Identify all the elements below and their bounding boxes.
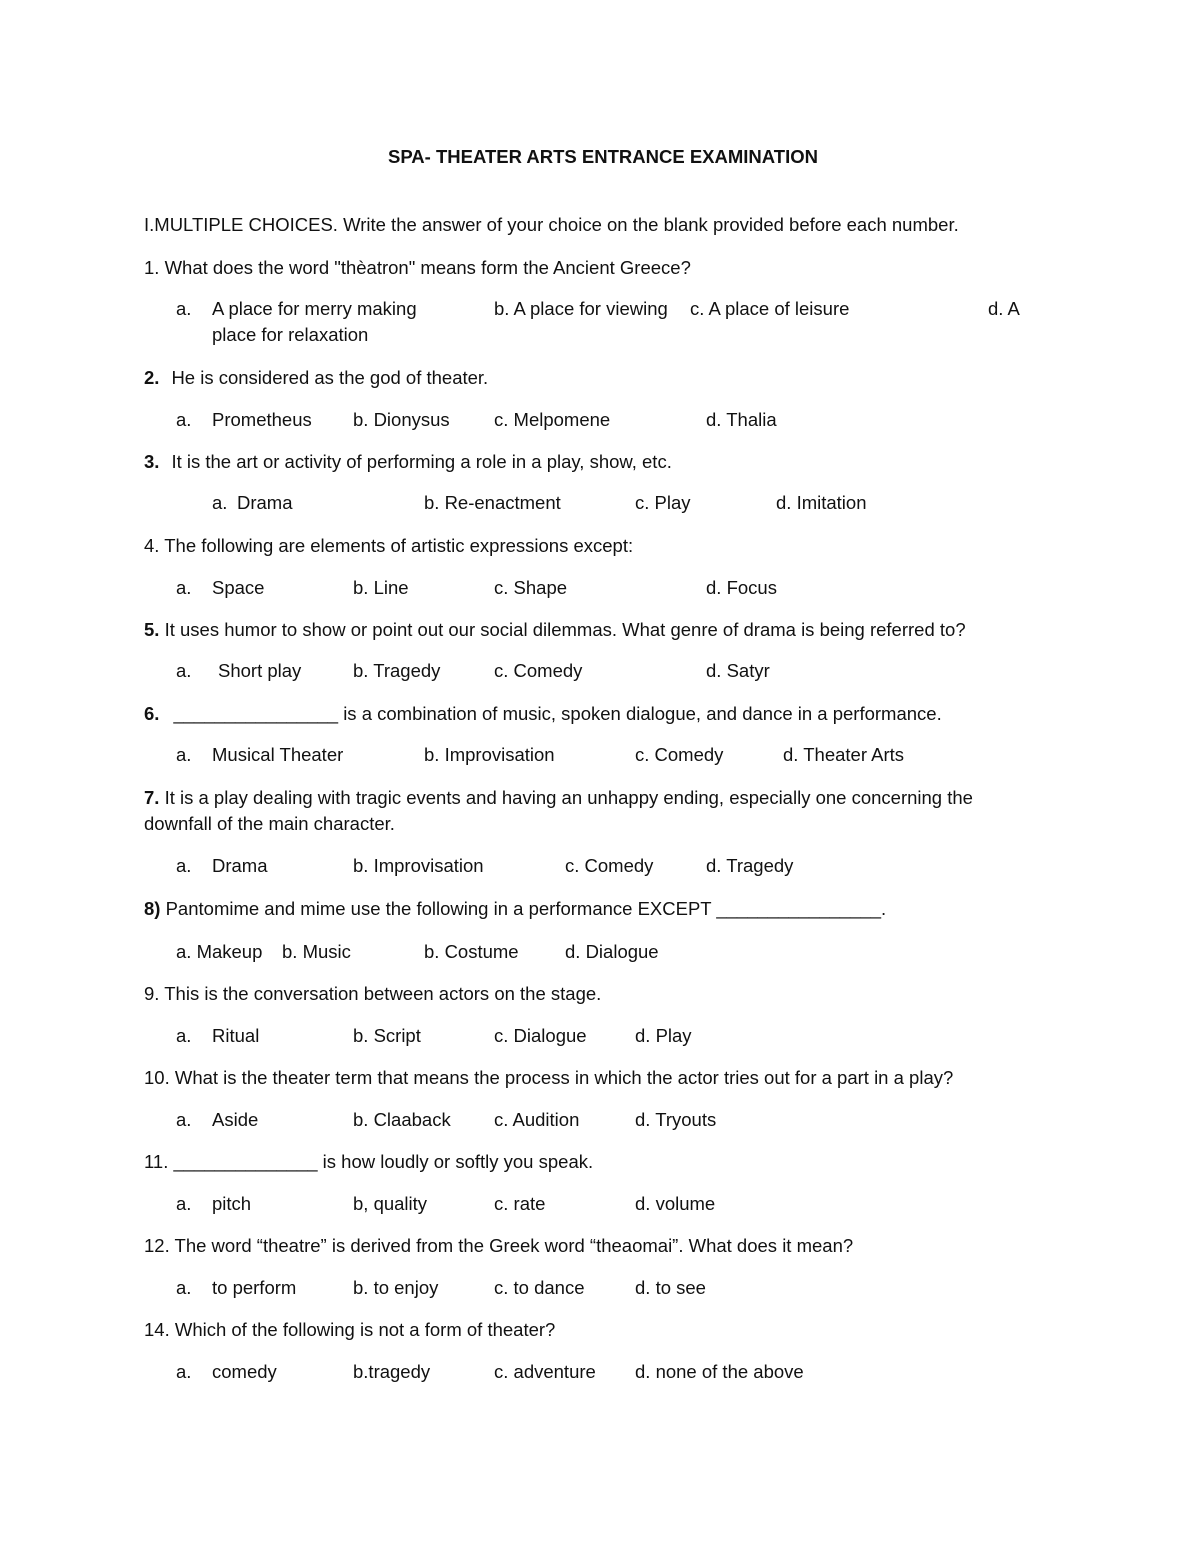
question-text: ______________ is how loudly or softly you speak. <box>168 1151 594 1172</box>
option: c. Play <box>635 492 691 513</box>
question-text: It is the art or activity of performing a role in a play, show, etc. <box>171 451 672 472</box>
option: d. Imitation <box>776 492 867 513</box>
question-8 <box>144 897 886 921</box>
option: c. adventure <box>494 1361 596 1382</box>
option: c. Comedy <box>565 855 654 876</box>
option: comedy <box>212 1361 277 1382</box>
question-text: He is considered as the god of theater. <box>171 367 489 388</box>
option: Ritual <box>212 1025 260 1046</box>
question-14 <box>144 1318 555 1342</box>
question-10 <box>144 1066 953 1090</box>
option-label: a. <box>176 660 192 681</box>
option-label: a. <box>176 1277 192 1298</box>
question-text: What is the theater term that means the process in which the actor tries out for a part in a play? <box>169 1067 954 1088</box>
option: d. to see <box>635 1277 706 1298</box>
question-number: 1. <box>144 257 160 278</box>
option: d. Satyr <box>706 660 770 681</box>
option: c. Melpomene <box>494 409 611 430</box>
question-text: Pantomime and mime use the following in a performance EXCEPT ________________. <box>160 898 887 919</box>
option: Musical Theater <box>212 744 344 765</box>
option: b. A place for viewing <box>494 298 668 319</box>
question-text: The following are elements of artistic expressions except: <box>159 535 634 556</box>
option: d. A <box>988 298 1020 319</box>
question-text: What does the word "thèatron" means form the Ancient Greece? <box>159 257 691 278</box>
option: d. Dialogue <box>565 941 659 962</box>
option: Short play <box>218 660 302 681</box>
option: to perform <box>212 1277 297 1298</box>
option: b. Re-enactment <box>424 492 561 513</box>
option: d. Tryouts <box>635 1109 717 1130</box>
question-4 <box>144 534 633 558</box>
option: A place for merry making <box>212 298 417 319</box>
option: b.tragedy <box>353 1361 431 1382</box>
option: b. Dionysus <box>353 409 450 430</box>
instructions: I.MULTIPLE CHOICES. Write the answer of your choice on the blank provided before each number. <box>144 214 959 235</box>
option-label: a. <box>176 855 192 876</box>
option: a. Makeup <box>176 941 263 962</box>
question-12 <box>144 1234 853 1258</box>
question-5 <box>144 618 966 642</box>
option: b. to enjoy <box>353 1277 439 1298</box>
option-label: a. <box>176 1193 192 1214</box>
question-1 <box>144 256 691 280</box>
question-number: 7. <box>144 787 160 808</box>
option: c. A place of leisure <box>690 298 850 319</box>
option-label: a. <box>212 492 228 513</box>
question-number: 14. <box>144 1319 170 1340</box>
question-number: 8) <box>144 898 161 919</box>
option: c. Comedy <box>494 660 583 681</box>
question-7 <box>144 786 973 810</box>
option: Aside <box>212 1109 259 1130</box>
question-number: 3. <box>144 451 160 472</box>
option: pitch <box>212 1193 252 1214</box>
question-number: 6. <box>144 703 160 724</box>
option: c. to dance <box>494 1277 585 1298</box>
option: b. Line <box>353 577 409 598</box>
option: b. Tragedy <box>353 660 441 681</box>
option: b. Costume <box>424 941 519 962</box>
option: Prometheus <box>212 409 312 430</box>
question-number: 9. <box>144 983 160 1004</box>
question-text-continued: downfall of the main character. <box>144 813 395 834</box>
option: b. Claaback <box>353 1109 451 1130</box>
question-number: 5. <box>144 619 160 640</box>
question-number: 12. <box>144 1235 170 1256</box>
question-text: The word “theatre” is derived from the Greek word “theaomai”. What does it mean? <box>169 1235 854 1256</box>
option: c. rate <box>494 1193 546 1214</box>
question-9 <box>144 982 601 1006</box>
option: c. Dialogue <box>494 1025 587 1046</box>
option-label: a. <box>176 577 192 598</box>
question-3 <box>144 450 672 474</box>
option: d. Tragedy <box>706 855 794 876</box>
question-text: It uses humor to show or point out our social dilemmas. What genre of drama is being referred to? <box>159 619 966 640</box>
option: b. Improvisation <box>353 855 484 876</box>
option: c. Audition <box>494 1109 580 1130</box>
option-label: a. <box>176 1361 192 1382</box>
option: place for relaxation <box>212 324 369 345</box>
option: d. none of the above <box>635 1361 804 1382</box>
question-11 <box>144 1150 593 1174</box>
option: b. Improvisation <box>424 744 555 765</box>
question-text: It is a play dealing with tragic events and having an unhappy ending, especially one concerning the <box>159 787 973 808</box>
question-number: 2. <box>144 367 160 388</box>
question-text: This is the conversation between actors on the stage. <box>159 983 602 1004</box>
option-label: a. <box>176 1109 192 1130</box>
question-2 <box>144 366 488 390</box>
option: d. volume <box>635 1193 716 1214</box>
option: d. Theater Arts <box>783 744 904 765</box>
option: d. Focus <box>706 577 777 598</box>
question-number: 10. <box>144 1067 170 1088</box>
option-label: a. <box>176 409 192 430</box>
option-label: a. <box>176 1025 192 1046</box>
option: c. Shape <box>494 577 568 598</box>
option: Drama <box>212 855 268 876</box>
question-text: ________________ is a combination of music, spoken dialogue, and dance in a performance. <box>173 703 942 724</box>
option: c. Comedy <box>635 744 724 765</box>
option: b. Script <box>353 1025 421 1046</box>
option: b, quality <box>353 1193 428 1214</box>
exam-title: SPA- THEATER ARTS ENTRANCE EXAMINATION <box>388 146 818 167</box>
option-label: a. <box>176 298 192 319</box>
option: d. Play <box>635 1025 692 1046</box>
option: b. Music <box>282 941 351 962</box>
option: d. Thalia <box>706 409 777 430</box>
option-label: a. <box>176 744 192 765</box>
option: Drama <box>237 492 293 513</box>
question-text: Which of the following is not a form of theater? <box>169 1319 556 1340</box>
option: Space <box>212 577 265 598</box>
question-6 <box>144 702 942 726</box>
question-number: 11. <box>144 1151 169 1172</box>
question-number: 4. <box>144 535 160 556</box>
